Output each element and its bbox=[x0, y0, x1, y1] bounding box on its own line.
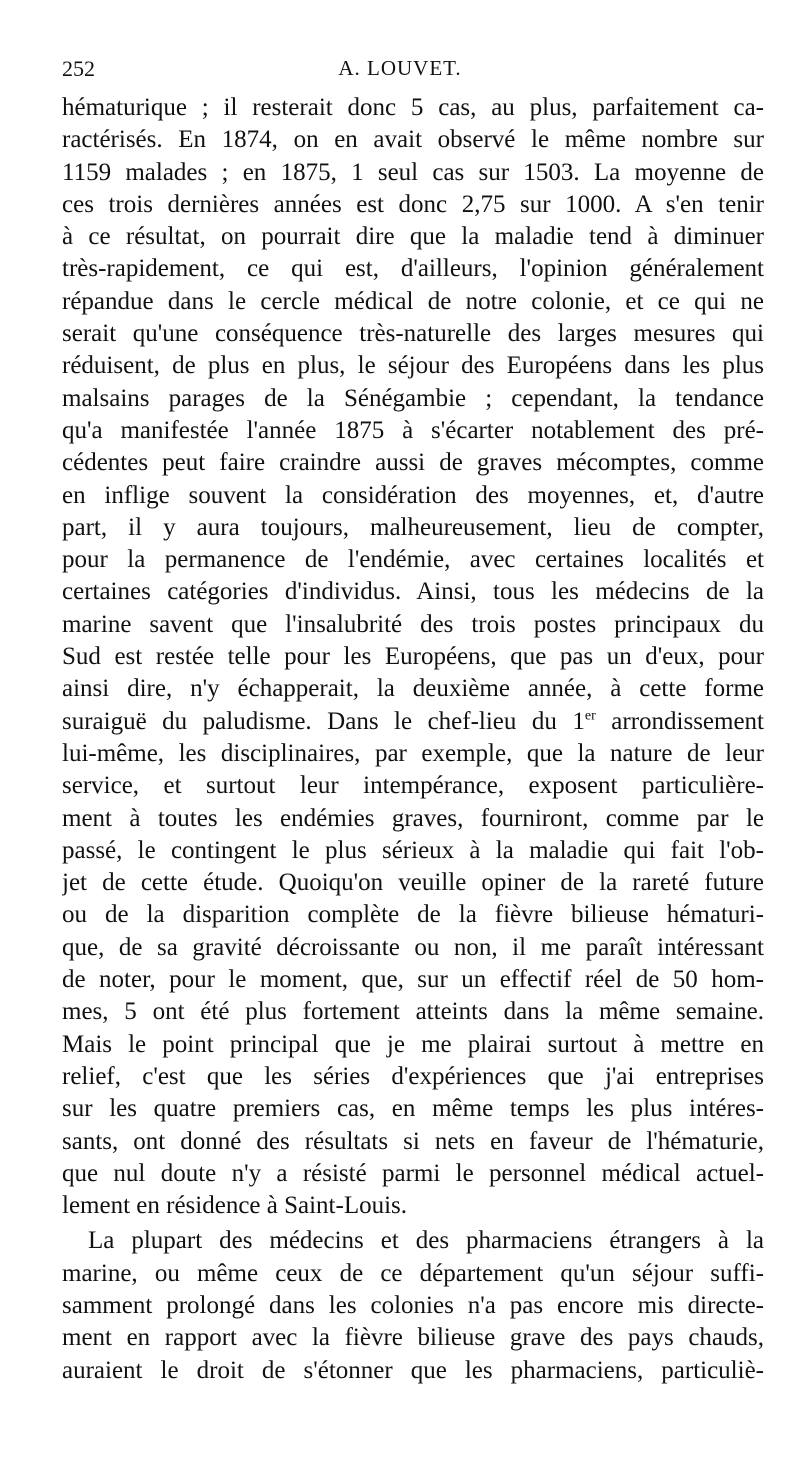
text-line: très-rapidement, ce qui est, d'ailleurs, l'opinion généralement bbox=[62, 255, 764, 283]
ordinal-superscript: er bbox=[584, 708, 596, 724]
text-line: de noter, pour le moment, que, sur un effectif réel de 50 hom- bbox=[62, 966, 764, 994]
text-line: lement en résidence à Saint-Louis. bbox=[62, 1192, 408, 1220]
text-line: cédentes peut faire craindre aussi de graves mécomptes, comme bbox=[62, 449, 764, 477]
line-head: suraiguë du paludisme. Dans le chef-lieu du 1 bbox=[62, 707, 585, 735]
text-line: auraient le droit de s'étonner que les pharmaciens, particuliè- bbox=[62, 1356, 764, 1384]
text-line: 1159 malades ; en 1875, 1 seul cas sur 1503. La moyenne de bbox=[62, 158, 764, 186]
text-line: lui-même, les disciplinaires, par exemple, que la nature de leur bbox=[62, 739, 764, 767]
text-line: La plupart des médecins et des pharmaciens étrangers à la bbox=[88, 1227, 764, 1255]
text-line: marine, ou même ceux de ce département qu'un séjour suffi- bbox=[62, 1259, 764, 1287]
text-line: malsains parages de la Sénégambie ; cependant, la tendance bbox=[62, 384, 764, 412]
text-line: passé, le contingent le plus sérieux à la maladie qui fait l'ob- bbox=[62, 836, 764, 864]
text-line: mes, 5 ont été plus fortement atteints dans la même semaine. bbox=[62, 998, 764, 1026]
text-line: en inflige souvent la considération des moyennes, et, d'autre bbox=[62, 481, 764, 509]
text-line: qu'a manifestée l'année 1875 à s'écarter notablement des pré- bbox=[62, 416, 764, 444]
text-line: que nul doute n'y a résisté parmi le personnel médical actuel- bbox=[62, 1159, 764, 1187]
text-line: Sud est restée telle pour les Européens, que pas un d'eux, pour bbox=[62, 643, 764, 671]
text-line: marine savent que l'insalubrité des trois postes principaux du bbox=[62, 610, 764, 638]
body-text bbox=[62, 92, 764, 1387]
paragraph-1 bbox=[62, 92, 764, 1222]
text-line: ces trois dernières années est donc 2,75 sur 1000. A s'en tenir bbox=[62, 190, 764, 218]
text-line: Mais le point principal que je me plairai surtout à mettre en bbox=[62, 1030, 764, 1058]
text-line: sur les quatre premiers cas, en même temps les plus intéres- bbox=[62, 1095, 764, 1123]
paragraph-2 bbox=[62, 1225, 764, 1386]
text-line: hématurique ; il resterait donc 5 cas, au plus, parfaitement ca- bbox=[62, 94, 764, 121]
text-line-with-superscript bbox=[62, 706, 764, 738]
text-line: répandue dans le cercle médical de notre colonie, et ce qui ne bbox=[62, 287, 764, 315]
text-line: que, de sa gravité décroissante ou non, il me paraît intéressant bbox=[62, 933, 764, 961]
running-head bbox=[62, 56, 738, 86]
text-line: ainsi dire, n'y échapperait, la deuxième année, à cette forme bbox=[62, 675, 764, 703]
text-line: ment à toutes les endémies graves, fourniront, comme par le bbox=[62, 804, 764, 832]
text-line: sants, ont donné des résultats si nets en faveur de l'hématurie, bbox=[62, 1127, 764, 1155]
text-line: part, il y aura toujours, malheureusement, lieu de compter, bbox=[62, 513, 764, 541]
text-line: service, et surtout leur intempérance, exposent particulière- bbox=[62, 772, 764, 800]
text-line: jet de cette étude. Quoiqu'on veuille opiner de la rareté future bbox=[62, 869, 764, 897]
text-line: à ce résultat, on pourrait dire que la maladie tend à diminuer bbox=[62, 223, 764, 251]
text-line: pour la permanence de l'endémie, avec certaines localités et bbox=[62, 546, 764, 574]
page-number: 252 bbox=[62, 56, 95, 81]
line-tail: arrondissement bbox=[595, 707, 764, 735]
running-title: A. LOUVET. bbox=[338, 56, 462, 80]
text-line: ou de la disparition complète de la fièvre bilieuse hématuri- bbox=[62, 901, 764, 929]
text-line: réduisent, de plus en plus, le séjour des Européens dans les plus bbox=[62, 352, 764, 380]
text-line: certaines catégories d'individus. Ainsi, tous les médecins de la bbox=[62, 578, 764, 606]
text-line: relief, c'est que les séries d'expériences que j'ai entreprises bbox=[62, 1062, 764, 1090]
text-line: ment en rapport avec la fièvre bilieuse grave des pays chauds, bbox=[62, 1324, 764, 1352]
text-line: ractérisés. En 1874, on en avait observé le même nombre sur bbox=[62, 126, 764, 154]
text-line: samment prolongé dans les colonies n'a pas encore mis directe- bbox=[62, 1291, 764, 1319]
text-line: serait qu'une conséquence très-naturelle des larges mesures qui bbox=[62, 320, 764, 348]
